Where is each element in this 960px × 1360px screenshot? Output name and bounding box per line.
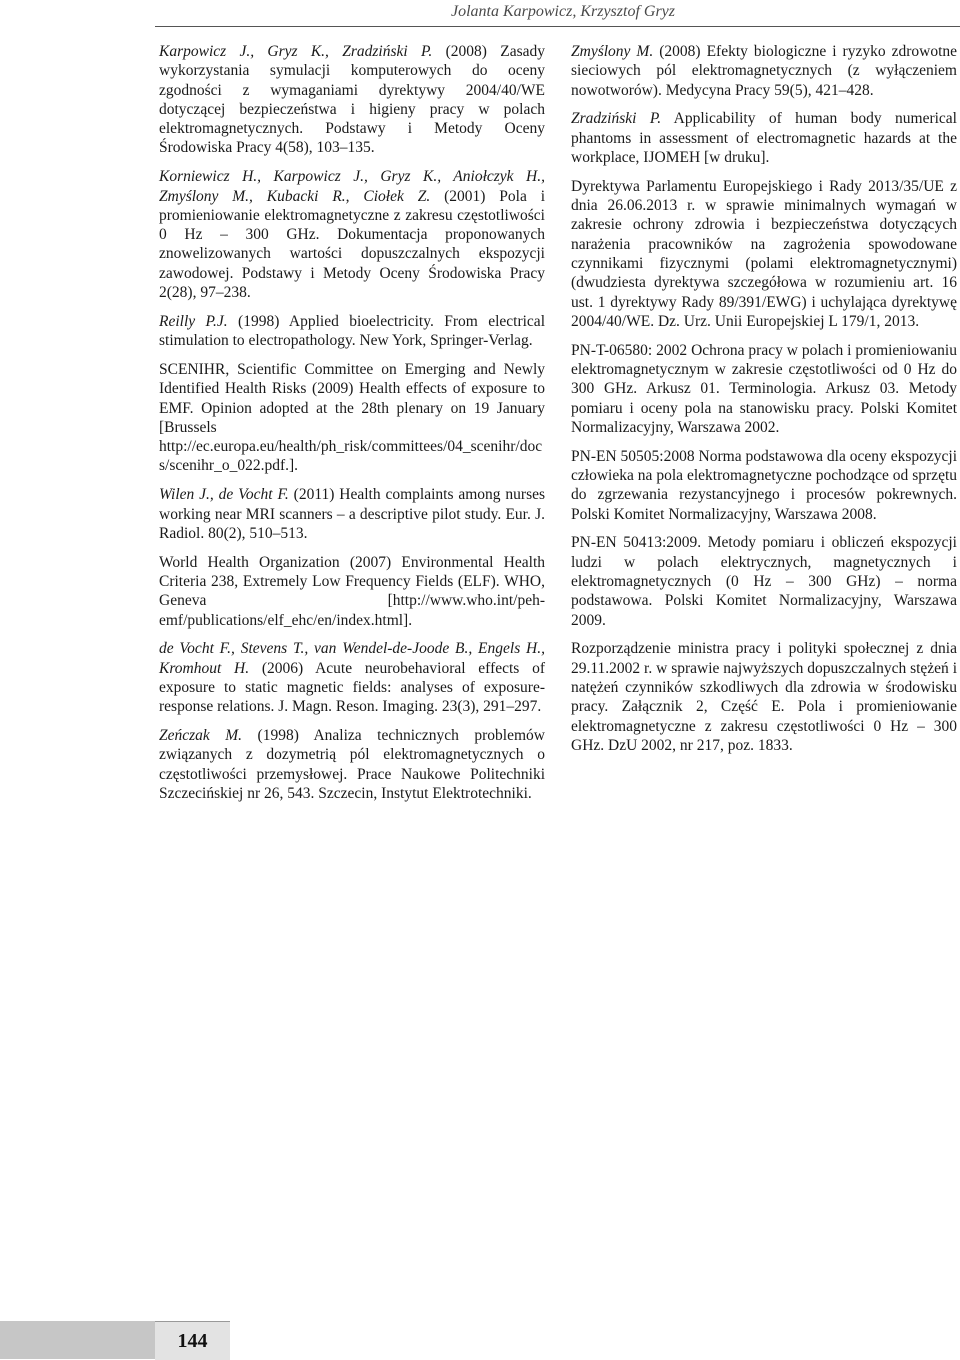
reference-text: PN-EN 50413:2009. Metody pomiaru i obliczeń ekspozycji ludzi w polach elektrycznych, magnetycznych i elektromagnetycznych (0 Hz – 300 GHz) – norma podstawowa. Polski Komitet Normalizacyjny, Warszawa 2009. (571, 534, 957, 629)
reference-item (571, 109, 957, 167)
reference-item (159, 726, 545, 803)
reference-text: Rozporządzenie ministra pracy i polityki społecznej z dnia 29.11.2002 r. w sprawie najwyższych dopuszczalnych stężeń i natężeń czynników szkodliwych dla zdrowia w środowisku pracy. Załącznik 2, Część E. Pola i promieniowanie elektromagnetyczne z zakresu częstotliwości 0 Hz – 300 GHz. DzU 2002, nr 217, poz. 1833. (571, 640, 957, 754)
reference-text: (1998) Analiza technicznych problemów związanych z dozymetrią pól elektromagnetycznych o częstotliwości przemysłowej. Prace Naukowe Politechniki Szczecińskiej nr 26, 543. Szczecin, Instytut Elektrotechniki. (159, 727, 545, 802)
reference-text: (2001) Pola i promieniowanie elektromagnetyczne z zakresu częstotliwości 0 Hz – 300 GHz. Dokumentacja proponowanych znowelizowanych wartości dopuszczalnych ekspozycji zawodowej. Podstawy i Metody Oceny Środowiska Pracy 2(28), 97–238. (159, 187, 545, 302)
reference-authors: Wilen J., de Vocht F. (159, 486, 289, 504)
reference-item (571, 639, 957, 755)
reference-text: SCENIHR, Scientific Committee on Emerging and Newly Identified Health Risks (2009) Health effects of exposure to EMF. Opinion adopted at the 28th plenary on 19 January [Brussels http://ec.europa.eu/health/ph_risk/committees/04_scenihr/docs/scenihr_o_022.pdf.]. (159, 360, 545, 475)
reference-authors: Zeńczak M. (159, 727, 243, 744)
reference-text: Dyrektywa Parlamentu Europejskiego i Rady 2013/35/UE z dnia 26.06.2013 r. w sprawie minimalnych wymagań w zakresie ochrony zdrowia i bezpieczeństwa dotyczących narażenia pracowników na zagrożenia spowodowane czynnikami fizycznymi (polami elektromagnetycznymi) (dwudziesta dyrektywa szczegółowa w rozumieniu art. 16 ust. 1 dyrektywy Rady 89/391/EWG) i uchylająca dyrektywę 2004/40/WE. Dz. Urz. Unii Europejskiej L 179/1, 2013. (571, 177, 957, 330)
running-header-authors: Jolanta Karpowicz, Krzysztof Gryz (450, 3, 675, 20)
reference-item (159, 360, 545, 476)
reference-item (159, 167, 545, 302)
reference-authors: Korniewicz H., Karpowicz J., Gryz K., Aniołczyk H., Zmyślony M., Kubacki R., Ciołek Z. (159, 168, 545, 205)
reference-text: (2008) Efekty biologiczne i ryzyko zdrowotne sieciowych pól elektromagnetycznych (z wyłączeniem nowotworów). Medycyna Pracy 59(5), 421–428. (571, 43, 958, 99)
references-right-column (571, 42, 957, 765)
reference-text: (1998) Applied bioelectricity. From electrical stimulation to electropathology. New York, Springer-Verlag. (159, 312, 545, 350)
reference-text: (2011) Health complaints among nurses working near MRI scanners – a descriptive pilot study. Eur. J. Radiol. 80(2), 510–513. (159, 486, 546, 542)
reference-item (159, 312, 545, 351)
reference-authors: de Vocht F., Stevens T., van Wendel-de-Joode B., Engels H., Kromhout H. (159, 640, 545, 677)
reference-text: (2006) Acute neurobehavioral effects of exposure to static magnetic fields: analyses of exposure-response relations. J. Magn. Reson. Imaging. 23(3), 291–297. (159, 659, 545, 716)
reference-authors: Zradziński P. (571, 110, 662, 128)
reference-text: World Health Organization (2007) Environmental Health Criteria 238, Extremely Low Frequency Fields (ELF). WHO, Geneva [http://www.who.int/peh-emf/publications/elf_ehc/en/index.html]. (159, 553, 545, 629)
reference-text: Applicability of human body numerical phantoms in assessment of electromagnetic hazards at the workplace, IJOMEH [w druku]. (571, 110, 957, 166)
reference-text: (2008) Zasady wykorzystania symulacji komputerowych do oceny zgodności z wymaganiami dyrektywy 2004/40/WE dotyczącej bezpieczeństwa i higieny pracy w polach elektromagnetycznych. Podstawy i Metody Oceny Środowiska Pracy 4(58), 103–135. (159, 43, 545, 157)
reference-item (159, 485, 545, 543)
reference-authors: Reilly P.J. (159, 312, 228, 330)
reference-text: PN-EN 50505:2008 Norma podstawowa dla oceny ekspozycji człowieka na pola elektromagnetyczne pochodzące od sprzętu do zgrzewania rezystancyjnego i procesów pokrewnych. Polski Komitet Normalizacyjny, Warszawa 2008. (571, 447, 957, 523)
page-footer-tab (0, 1321, 155, 1359)
references-left-column (159, 42, 545, 813)
reference-item (571, 447, 957, 524)
header-rule (155, 26, 960, 27)
reference-authors: Karpowicz J., Gryz K., Zradziński P. (159, 43, 433, 60)
reference-item (571, 42, 957, 100)
reference-authors: Zmyślony M. (571, 43, 654, 60)
reference-item (571, 341, 957, 437)
reference-item (159, 639, 545, 716)
reference-text: PN-T-06580: 2002 Ochrona pracy w polach i promieniowaniu elektromagnetycznym w zakresie częstotliwości od 0 Hz do 300 GHz. Arkusz 01. Terminologia. Arkusz 03. Metody pomiaru i oceny pola na stanowisku pracy. Polski Komitet Normalizacyjny, Warszawa 2002. (571, 341, 957, 436)
reference-item (159, 42, 545, 158)
page-number: 144 (155, 1321, 230, 1360)
reference-item (571, 177, 957, 331)
reference-item (571, 533, 957, 629)
reference-item (159, 553, 545, 630)
